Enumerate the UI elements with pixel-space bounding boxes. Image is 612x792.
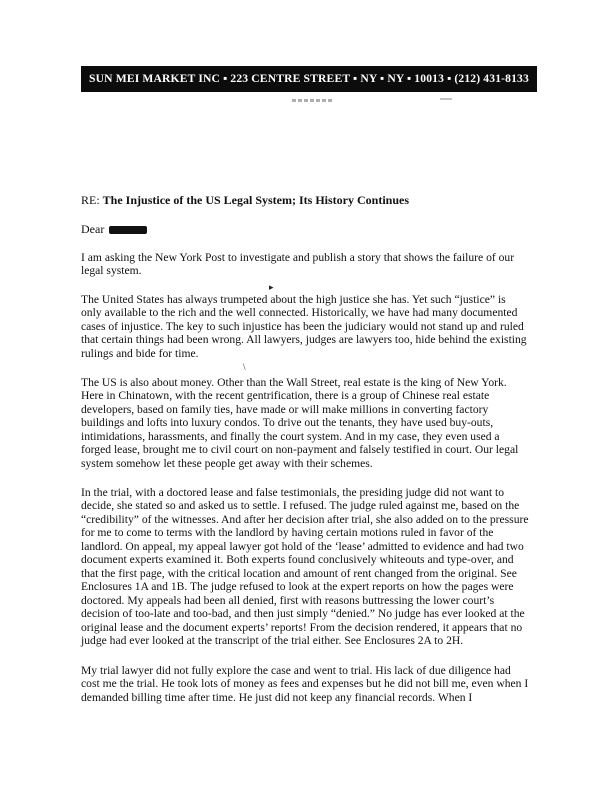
text-line: The US is also about money. Other than the Wall Street, real estate is the king of New York. — [81, 376, 507, 389]
text-line: system somehow let these people get away with their schemes. — [81, 456, 373, 470]
text-line: only available to the rich and the well connected. Historically, we have had many documented — [81, 306, 518, 320]
text-line: intimidations, harassments, and finally the court system. And in my case, they even used a — [81, 429, 500, 443]
stray-mark: \ — [243, 362, 246, 372]
text-line: Here in Chinatown, with the recent gentrification, there is a group of Chinese real estate — [81, 389, 490, 403]
salutation-text: Dear — [81, 222, 105, 236]
text-line: decision of too-late and too-bad, and then just simply “denied.” No judge has ever looked at the — [81, 607, 525, 621]
subject-prefix: RE: — [81, 193, 100, 207]
text-line: rulings and bide for time. — [81, 346, 199, 360]
text-line: buildings and lofts into luxury condos. To drive out the tenants, they have used buy-outs, — [81, 416, 494, 430]
text-line: demanded billing time after time. He just did not keep any financial records. When I — [81, 690, 473, 704]
paragraph-3 — [81, 376, 541, 470]
subject-title: The Injustice of the US Legal System; Its History Continues — [102, 193, 410, 207]
scan-smudge — [440, 98, 452, 100]
salutation — [81, 221, 147, 237]
paragraph-4 — [81, 486, 541, 647]
scan-smudge — [292, 99, 334, 102]
text-line: landlord. On appeal, my appeal lawyer got hold of the ‘lease’ admitted to evidence and had two — [81, 539, 524, 553]
text-line: document experts examined it. Both experts found conclusively whiteouts and type-over, and — [81, 553, 514, 567]
text-line: doctored. My appeals had been all denied, first with reasons buttressing the lower court’s — [81, 593, 495, 607]
stray-mark: ▸ — [269, 282, 274, 292]
subject-line — [81, 192, 541, 208]
text-line: that the first page, with the critical location and amount of rent changed from the original. See — [81, 566, 517, 580]
text-line: cases of injustice. The key to such injustice has been the judiciary would not stand up and ruled — [81, 319, 524, 333]
text-line: decide, she stated so and asked us to settle. I refused. The judge ruled against me, based on the — [81, 499, 520, 513]
text-line: Enclosures 1A and 1B. The judge refused to look at the expert reports on how the pages were — [81, 580, 514, 594]
text-line: cost me the trial. He took lots of money as fees and expenses but he did not bill me, even when I — [81, 677, 529, 691]
text-line: My trial lawyer did not fully explore the case and went to trial. His lack of due diligence had — [81, 664, 511, 677]
text-line: original lease and the document experts’ reports! From the decision rendered, it appears that no — [81, 620, 523, 634]
text-line: developers, based on family ties, have made or will make millions in converting factory — [81, 402, 489, 416]
paragraph-2 — [81, 293, 541, 360]
text-line: The United States has always trumpeted about the high justice she has. Yet such “justice” is — [81, 293, 506, 306]
text-line: I am asking the New York Post to investigate and publish a story that shows the failure of our — [81, 251, 515, 264]
text-line: that certain things had been wrong. All lawyers, judges are lawyers too, hide behind the existing — [81, 333, 527, 347]
text-line: forged lease, brought me to civil court on non-payment and falsely testified in court. Our legal — [81, 443, 519, 457]
text-line: legal system. — [81, 264, 142, 278]
text-line: “credibility” of the witnesses. And after her decision after trial, she also added on to the pressure — [81, 512, 529, 526]
paragraph-5 — [81, 664, 541, 704]
text-line: In the trial, with a doctored lease and false testimonials, the presiding judge did not want to — [81, 486, 505, 499]
text-line: judge had ever looked at the transcript of the trial either. See Enclosures 2A to 2H. — [81, 633, 464, 647]
letterhead-banner: SUN MEI MARKET INC ▪ 223 CENTRE STREET ▪ NY ▪ NY ▪ 10013 ▪ (212) 431-8133 — [81, 66, 537, 92]
text-line: for me to come to terms with the landlord by having certain motions ruled in favor of the — [81, 526, 494, 540]
paragraph-1 — [81, 251, 541, 278]
redacted-name-mark — [109, 226, 147, 234]
